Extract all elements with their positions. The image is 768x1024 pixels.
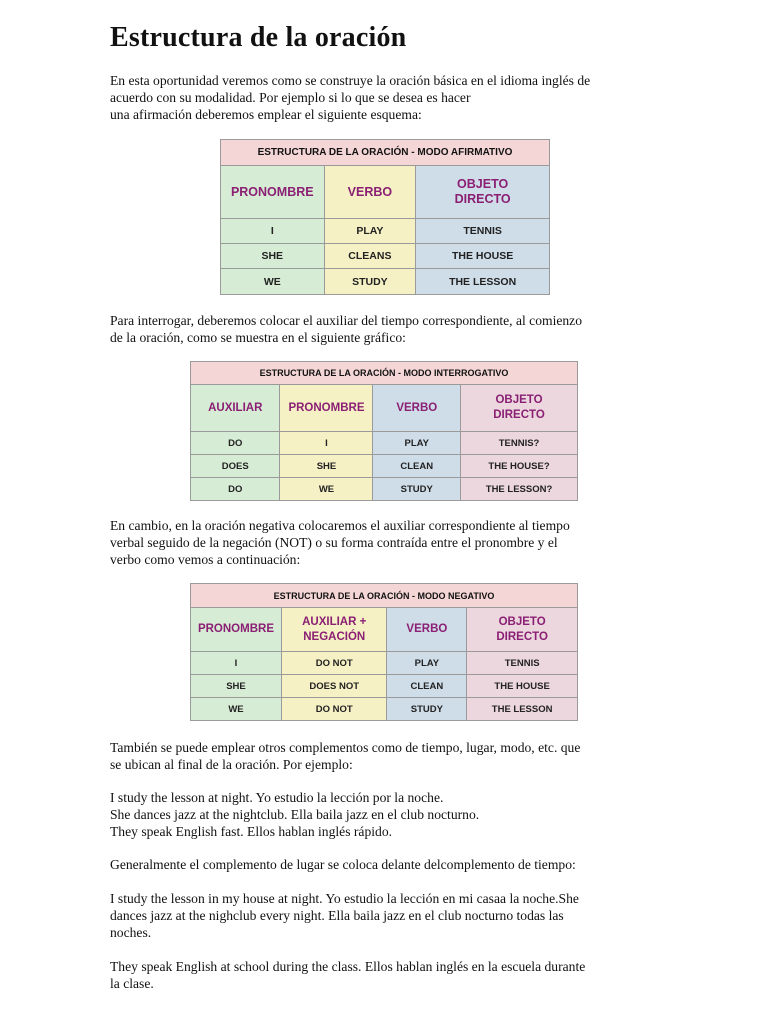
table-cell: TENNIS [467,652,578,675]
table-cell: WE [280,478,373,501]
table-cell: DO [191,432,280,455]
column-header: AUXILIAR + NEGACIÓN [281,608,387,652]
table-cell: THE HOUSE? [461,455,578,478]
examples-3-paragraph [110,958,670,992]
table-cell: THE LESSON [416,269,550,295]
table-cell: I [221,219,325,244]
table-cell: THE HOUSE [467,675,578,698]
table-cell: SHE [280,455,373,478]
intro-paragraph [110,72,670,123]
table-cell: STUDY [324,269,416,295]
table-cell: I [280,432,373,455]
table-cell: CLEAN [373,455,461,478]
text-line: la clase. [110,976,154,991]
table-cell: I [191,652,282,675]
column-header: PRONOMBRE [191,608,282,652]
complements-paragraph [110,739,670,773]
negative-paragraph [110,517,670,568]
page-title: Estructura de la oración [110,22,407,53]
column-header: AUXILIAR [191,385,280,432]
table-cell: PLAY [324,219,416,244]
text-line: También se puede emplear otros complementos como de tiempo, lugar, modo, etc. que [110,740,581,755]
table-cell: STUDY [373,478,461,501]
table-cell: PLAY [387,652,467,675]
interrogative-paragraph [110,312,670,346]
text-line: She dances jazz at the nightclub. Ella baila jazz en el club nocturno. [110,807,480,822]
text-line: acuerdo con su modalidad. Por ejemplo si lo que se desea es hacer [110,90,471,105]
table-cell: CLEANS [324,244,416,269]
table-cell: STUDY [387,698,467,721]
table-interrogativo [190,361,578,501]
table-cell: CLEAN [387,675,467,698]
table-cell: DOES NOT [281,675,387,698]
column-header: OBJETO DIRECTO [461,385,578,432]
column-header: VERBO [373,385,461,432]
text-line: En esta oportunidad veremos como se construye la oración básica en el idioma inglés de [110,73,591,88]
table-cell: PLAY [373,432,461,455]
column-header: PRONOMBRE [221,166,325,219]
place-time-paragraph [110,856,670,873]
table-negativo [190,583,578,721]
table-cell: THE LESSON? [461,478,578,501]
text-line: En cambio, en la oración negativa colocaremos el auxiliar correspondiente al tiempo [110,518,570,533]
text-line: verbo como vemos a continuación: [110,552,301,567]
table-caption: ESTRUCTURA DE LA ORACIÓN - MODO AFIRMATIVO [221,140,550,166]
table-cell: WE [221,269,325,295]
text-line: Generalmente el complemento de lugar se coloca delante delcomplemento de tiempo: [110,857,576,872]
table-cell: TENNIS [416,219,550,244]
table-cell: SHE [221,244,325,269]
text-line: I study the lesson at night. Yo estudio la lección por la noche. [110,790,444,805]
table-cell: THE LESSON [467,698,578,721]
table-cell: DO [191,478,280,501]
text-line: Para interrogar, deberemos colocar el auxiliar del tiempo correspondiente, al comienzo [110,313,583,328]
examples-paragraph [110,789,670,840]
text-line: de la oración, como se muestra en el siguiente gráfico: [110,330,406,345]
text-line: verbal seguido de la negación (NOT) o su forma contraída entre el pronombre y el [110,535,558,550]
table-caption: ESTRUCTURA DE LA ORACIÓN - MODO INTERROGATIVO [191,362,578,385]
text-line: una afirmación deberemos emplear el siguiente esquema: [110,107,422,122]
table-cell: WE [191,698,282,721]
examples-2-paragraph [110,890,670,941]
text-line: I study the lesson in my house at night. Yo estudio la lección en mi casaa la noche.She [110,891,579,906]
text-line: dances jazz at the nighclub every night. Ella baila jazz en el club nocturno todas las [110,908,564,923]
table-cell: THE HOUSE [416,244,550,269]
text-line: They speak English at school during the class. Ellos hablan inglés en la escuela durante [110,959,586,974]
column-header: OBJETO DIRECTO [416,166,550,219]
table-cell: DOES [191,455,280,478]
table-cell: DO NOT [281,652,387,675]
text-line: They speak English fast. Ellos hablan inglés rápido. [110,824,393,839]
column-header: VERBO [387,608,467,652]
text-line: noches. [110,925,152,940]
table-caption: ESTRUCTURA DE LA ORACIÓN - MODO NEGATIVO [191,584,578,608]
table-cell: DO NOT [281,698,387,721]
table-cell: SHE [191,675,282,698]
column-header: OBJETO DIRECTO [467,608,578,652]
column-header: VERBO [324,166,416,219]
table-afirmativo [220,139,550,295]
text-line: se ubican al final de la oración. Por ejemplo: [110,757,353,772]
column-header: PRONOMBRE [280,385,373,432]
table-cell: TENNIS? [461,432,578,455]
